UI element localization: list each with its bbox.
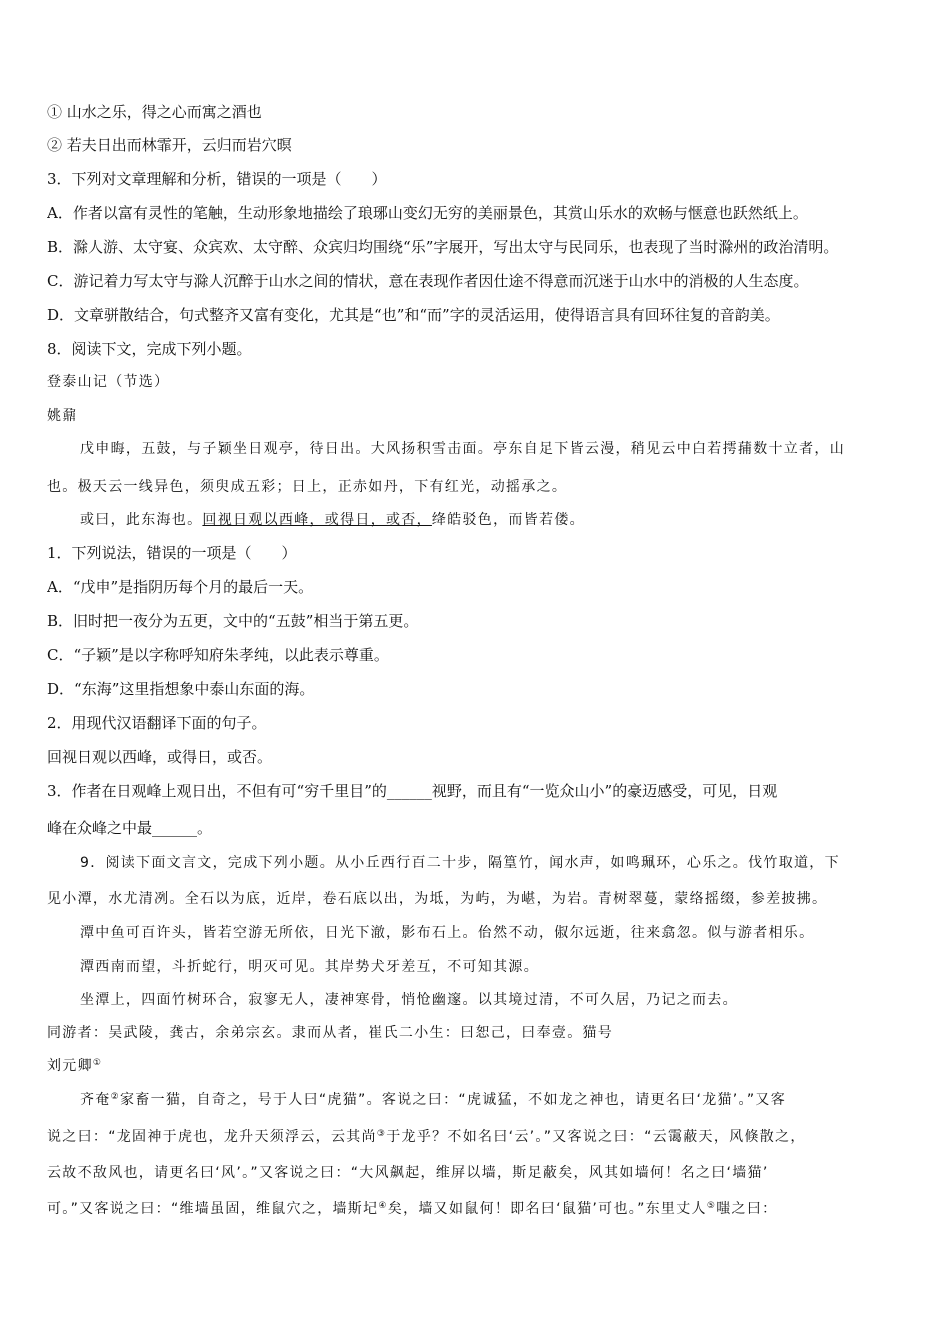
note-line-1: ① 山水之乐，得之心而寓之酒也 (47, 103, 262, 121)
cat-passage-line-2: 说之曰：“龙固神于虎也，龙升天须浮云，云其尚③于龙乎？不如名曰‘云’。”又客说之曰：“云霭蔽天，风倏散之， (47, 1129, 806, 1145)
cat-passage-author: 刘元卿① (47, 1058, 103, 1074)
passage-9-line-3: 潭西南而望，斗折蛇行，明灭可见。其岸势犬牙差互，不可知其源。 (80, 959, 539, 975)
q1-option-a: A．“戊申”是指阴历每个月的最后一天。 (47, 578, 314, 596)
footnote-marker: ③ (376, 1129, 387, 1139)
footnote-marker: ① (92, 1058, 103, 1068)
footnote-marker: ④ (378, 1201, 388, 1211)
option-a: A．作者以富有灵性的笔触，生动形象地描绘了琅琊山变幻无穷的美丽景色，其赏山乐水的欢畅与惬意也跃然纸上。 (47, 204, 808, 222)
footnote-marker: ⑤ (706, 1201, 717, 1211)
underlined-sentence: 回视日观以西峰，或得日，或否， (202, 512, 432, 528)
question-1-stem: 1．下列说法，错误的一项是（ ） (47, 544, 297, 562)
option-b: B．滁人游、太守宴、众宾欢、太守醉、众宾归均围绕“乐”字展开，写出太守与民同乐，也表现了当时滁州的政治清明。 (47, 238, 839, 256)
passage-paragraph-1-cont: 也。极天云一线异色，须臾成五彩；日上，正赤如丹，下有红光，动摇承之。 (47, 479, 568, 495)
passage-paragraph-1: 戊申晦，五鼓，与子颖坐日观亭，待日出。大风扬积雪击面。亭东自足下皆云漫，稍见云中白若摴蒱数十立者，山 (80, 441, 845, 457)
passage-9-line-5: 同游者：吴武陵，龚古，余弟宗玄。隶而从者，崔氏二小生：曰恕己，曰奉壹。猫号 (47, 1025, 614, 1041)
option-c: C．游记着力写太守与滁人沉醉于山水之间的情状，意在表现作者因仕途不得意而沉迷于山水中的消极的人生态度。 (47, 272, 809, 290)
passage-9-line-4: 坐潭上，四面竹树环合，寂寥无人，凄神寒骨，悄怆幽邃。以其境过清，不可久居，乃记之而去。 (80, 992, 738, 1008)
option-d: D．文章骈散结合，句式整齐又富有变化，尤其是“也”和“而”字的灵活运用，使得语言具有回环往复的音韵美。 (47, 306, 780, 324)
cat-passage-line-1: 齐奄②家畜一猫，自奇之，号于人曰“虎猫”。客说之曰：“虎诚猛，不如龙之神也，请更名曰‘龙猫’。”又客 (80, 1092, 786, 1108)
question-2-sentence: 回视日观以西峰，或得日，或否。 (47, 748, 273, 766)
passage-paragraph-2: 或曰，此东海也。回视日观以西峰，或得日，或否，绛皓驳色，而皆若偻。 (80, 512, 585, 528)
question-3-fill: 3．作者在日观峰上观日出，不但有可“穷千里目”的______视野，而且有“一览众山小”的豪迈感受，可见，日观 (47, 782, 778, 800)
question-3-fill-cont: 峰在众峰之中最______。 (47, 819, 213, 837)
passage-9-line-2: 潭中鱼可百许头，皆若空游无所依，日光下澈，影布石上。佁然不动，俶尔远逝，往来翕忽。似与游者相乐。 (80, 925, 815, 941)
passage-9-line-1: 见小潭，水尤清冽。全石以为底，近岸，卷石底以出，为坻，为屿，为嵁，为岩。青树翠蔓，蒙络摇缀，参差披拂。 (47, 891, 828, 907)
question-2-stem: 2．用现代汉语翻译下面的句子。 (47, 714, 267, 732)
q1-option-c: C．“子颖”是以字称呼知府朱孝纯，以此表示尊重。 (47, 646, 389, 664)
q1-option-b: B．旧时把一夜分为五更，文中的“五鼓”相当于第五更。 (47, 612, 419, 630)
cat-passage-line-4: 可。”又客说之曰：“维墙虽固，维鼠穴之，墙斯圮④矣，墙又如鼠何！即名曰‘鼠猫’可也。”东里丈人⑤嗤之曰： (47, 1201, 778, 1217)
question-9-heading: 9．阅读下面文言文，完成下列小题。从小丘西行百二十步，隔篁竹，闻水声，如鸣珮环，心乐之。伐竹取道，下 (80, 855, 840, 871)
passage-title: 登泰山记（节选） (47, 374, 170, 390)
cat-passage-line-3: 云故不敌风也，请更名曰‘风’。”又客说之曰：“大风飙起，维屏以墙，斯足蔽矣，风其如墙何！名之曰‘墙猫’ (47, 1165, 769, 1181)
question-3-stem: 3．下列对文章理解和分析，错误的一项是（ ） (47, 170, 387, 188)
passage-author: 姚鼐 (47, 408, 78, 424)
footnote-marker: ② (110, 1092, 120, 1102)
q1-option-d: D．“东海”这里指想象中泰山东面的海。 (47, 680, 315, 698)
question-8-heading: 8．阅读下文，完成下列小题。 (47, 340, 252, 358)
note-line-2: ② 若夫日出而林霏开，云归而岩穴暝 (47, 136, 292, 154)
